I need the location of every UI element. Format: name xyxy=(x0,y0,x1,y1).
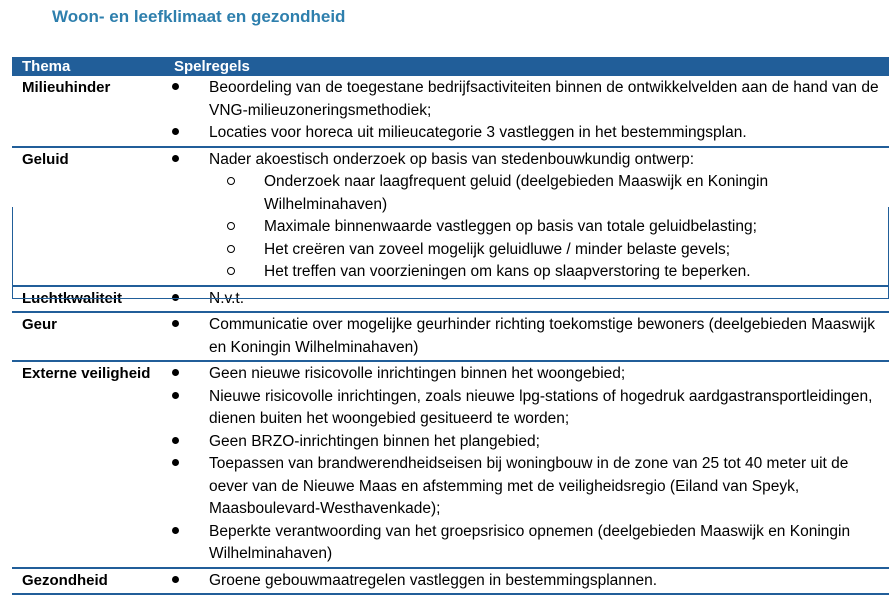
list-item-text: Locaties voor horeca uit milieucategorie 3 vastleggen in het bestemmingsplan. xyxy=(209,124,747,141)
bullet-icon xyxy=(172,288,209,311)
list-item-text: Toepassen van brandwerendheidseisen bij woningbouw in de zone van 25 tot 40 meter uit de oever van de Nieuwe Maas en afstemming met de veiligheidsregio (Eiland van Speyk, Maasboulevard-Westhavenkade); xyxy=(209,455,849,517)
table-row xyxy=(12,287,889,314)
table-row xyxy=(12,148,889,287)
row-rules xyxy=(172,569,889,594)
list-item-text: Communicatie over mogelijke geurhinder richting toekomstige bewoners (deelgebieden Maaswijk en Koningin Wilhelminahaven) xyxy=(209,316,875,356)
header-spelregels: Spelregels xyxy=(174,58,250,75)
bullet-icon xyxy=(172,363,209,386)
table-header xyxy=(12,57,889,76)
list-item-text: Nader akoestisch onderzoek op basis van stedenbouwkundig ontwerp: xyxy=(209,150,695,168)
list-item-text: N.v.t. xyxy=(209,289,245,307)
list-item xyxy=(172,386,889,431)
row-thema: Externe veiligheid xyxy=(22,365,151,382)
list-item xyxy=(172,431,889,454)
list-item xyxy=(172,521,889,566)
table-row xyxy=(12,313,889,362)
list-item xyxy=(172,149,889,172)
sub-list-item-text: Maximale binnenwaarde vastleggen op basis van totale geluidbelasting; xyxy=(264,218,757,235)
list-item xyxy=(172,122,889,145)
list-item xyxy=(172,314,889,359)
list-item xyxy=(172,570,889,593)
row-rules xyxy=(172,313,889,360)
row-thema: Milieuhinder xyxy=(22,79,111,96)
bullet-icon xyxy=(172,521,209,566)
list-item-text: Beperkte verantwoording van het groepsrisico opnemen (deelgebieden Maaswijk en Koningin Wilhelminahaven) xyxy=(209,522,851,562)
bullet-icon xyxy=(172,314,209,359)
row-rules xyxy=(172,76,889,146)
rules-table xyxy=(12,57,889,595)
sub-list-item xyxy=(172,171,889,216)
list-item-text: Nieuwe risicovolle inrichtingen, zoals nieuwe lpg-stations of hogedruk aardgastransportleidingen, dienen buiten het woongebied gesitueerd te worden; xyxy=(209,387,873,427)
list-item xyxy=(172,77,889,122)
sub-list-item-text: Het creëren van zoveel mogelijk geluidluwe / minder belaste gevels; xyxy=(264,240,731,258)
row-thema: Luchtkwaliteit xyxy=(22,289,123,307)
row-rules xyxy=(172,287,889,312)
circle-bullet-icon xyxy=(227,239,264,262)
table-row xyxy=(12,76,889,148)
row-thema: Gezondheid xyxy=(22,571,108,589)
bullet-icon xyxy=(172,431,209,454)
list-item xyxy=(172,363,889,386)
list-item-text: Geen nieuwe risicovolle inrichtingen binnen het woongebied; xyxy=(209,365,626,382)
list-item-text: Geen BRZO-inrichtingen binnen het plangebied; xyxy=(209,432,540,450)
bullet-icon xyxy=(172,453,209,521)
bullet-icon xyxy=(172,122,209,145)
page-title: Woon- en leefklimaat en gezondheid xyxy=(52,7,346,26)
table-body xyxy=(12,76,889,595)
header-thema: Thema xyxy=(22,58,71,75)
list-item xyxy=(172,288,889,311)
circle-bullet-icon xyxy=(227,171,264,216)
bullet-icon xyxy=(172,386,209,431)
row-rules xyxy=(172,148,889,285)
circle-bullet-icon xyxy=(227,261,264,284)
sub-list-item-text: Het treffen van voorzieningen om kans op slaapverstoring te beperken. xyxy=(264,263,751,280)
list-item-text: Beoordeling van de toegestane bedrijfsactiviteiten binnen de ontwikkelvelden aan de hand van de VNG-milieuzoneringsmethodiek; xyxy=(209,79,879,119)
list-item-text: Groene gebouwmaatregelen vastleggen in bestemmingsplannen. xyxy=(209,571,658,589)
sub-list-item xyxy=(172,239,889,262)
sub-list-item-text: Onderzoek naar laagfrequent geluid (deelgebieden Maaswijk en Koningin Wilhelminahaven) xyxy=(264,173,769,213)
table-row xyxy=(12,569,889,596)
list-item xyxy=(172,453,889,521)
bullet-icon xyxy=(172,570,209,593)
bullet-icon xyxy=(172,149,209,172)
row-rules xyxy=(172,362,889,567)
circle-bullet-icon xyxy=(227,216,264,239)
row-thema: Geluid xyxy=(22,150,69,168)
bullet-icon xyxy=(172,77,209,122)
table-row xyxy=(12,362,889,569)
sub-list-item xyxy=(172,261,889,284)
sub-list-item xyxy=(172,216,889,239)
row-thema: Geur xyxy=(22,316,58,333)
